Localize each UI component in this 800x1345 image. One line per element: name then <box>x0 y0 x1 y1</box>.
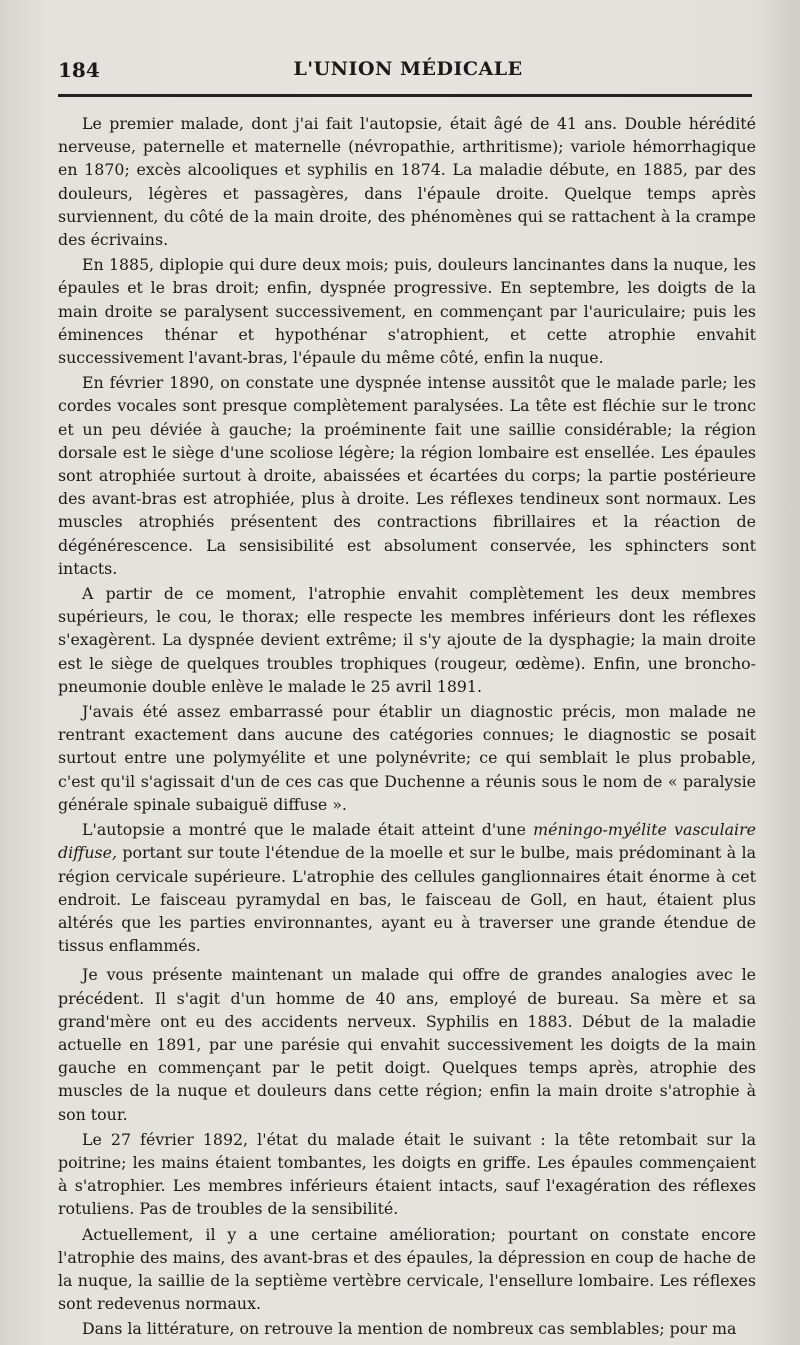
paragraph: Actuellement, il y a une certaine amélioration; pourtant on constate encore l'atrophie des mains, des avant-bras et des épaules, la dépression en coup de hache de la nuque, la saillie de la septième vertèbre cervicale, l'ensellure lombaire. Les réflexes sont redevenus normaux. <box>58 1224 756 1314</box>
paragraph: En 1885, diplopie qui dure deux mois; puis, douleurs lancinantes dans la nuque, les épaules et le bras droit; enfin, dyspnée progressive. En septembre, les doigts de la main droite se paralysent successivement, en commençant par l'auriculaire; puis les éminences thénar et hypothénar s'atrophient, et cette atrophie envahit successivement l'avant-bras, l'épaule du même côté, enfin la nuque. <box>58 255 756 368</box>
autopsy-text-before: L'autopsie a montré que le malade était atteint d'une <box>82 820 534 840</box>
header-rule <box>58 94 752 97</box>
paragraph: Je vous présente maintenant un malade qui offre de grandes analogies avec le précédent. Il s'agit d'un homme de 40 ans, employé de bureau. Sa mère et sa grand'mère ont eu des accidents nerveux. Syphilis en 1883. Début de la maladie actuelle en 1891, par une parésie qui envahit successivement les doigts de la main gauche en commençant par le petit doigt. Quelques temps après, atrophie des muscles de la nuque et douleurs dans cette région; enfin la main droite s'atrophie à son tour. <box>58 965 756 1124</box>
autopsy-text-after: portant sur toute l'étendue de la moelle et sur le bulbe, mais prédominant à la région cervicale supérieure. L'atrophie des cellules ganglionnaires était énorme à cet endroit. Le faisceau pyramydal en bas, le faisceau de Goll, en haut, étaient plus altérés que les parties environnantes, ayant eu à traverser une grande étendue de tissus enflammés. <box>58 843 756 956</box>
running-head <box>58 58 758 88</box>
page-number: 184 <box>58 58 100 82</box>
diagnosis-italic: méningo-myélite vasculaire diffuse, <box>58 820 756 863</box>
paragraph: J'avais été assez embarrassé pour établir un diagnostic précis, mon malade ne rentrant exactement dans aucune des catégories connues; le diagnostic se posait surtout entre une polymyélite et une polynévrite; ce qui semblait le plus probable, c'est qu'il s'agissait d'un de ces cas que Duchenne a réunis sous le nom de « paralysie générale spinale subaiguë diffuse ». <box>58 702 756 814</box>
autopsy-paragraph <box>58 818 756 957</box>
paragraph: Dans la littérature, on retrouve la mention de nombreux cas semblables; pour ma <box>82 1319 737 1339</box>
article-body <box>58 112 756 1343</box>
paragraph: Le 27 février 1892, l'état du malade était le suivant : la tête retombait sur la poitrine; les mains étaient tombantes, les doigts en griffe. Les épaules commençaient à s'atrophier. Les membres inférieurs étaient intacts, sauf l'exagération des réflexes rotuliens. Pas de troubles de la sensibilité. <box>58 1129 756 1219</box>
paragraph: En février 1890, on constate une dyspnée intense aussitôt que le malade parle; les cordes vocales sont presque complètement paralysées. La tête est fléchie sur le tronc et un peu déviée à gauche; la proéminente fait une saillie considérable; la région dorsale est le siège d'une scoliose légère; la région lombaire est ensellée. Les épaules sont atrophiée surtout à droite, abaissées et écartées du corps; la partie postérieure des avant-bras est atrophiée, plus à droite. Les réflexes tendineux sont normaux. Les muscles atrophiés présentent des contractions fibrillaires et la réaction de dégénérescence. La sensisibilité est absolument conservée, les sphincters sont intacts. <box>58 373 756 578</box>
journal-title: L'UNION MÉDICALE <box>293 58 523 80</box>
paragraph: A partir de ce moment, l'atrophie envahit complètement les deux membres supérieurs, le cou, le thorax; elle respecte les membres inférieurs dont les réflexes s'exagèrent. La dyspnée devient extrême; il s'y ajoute de la dysphagie; la main droite est le siège de quelques troubles trophiques (rougeur, œdème). Enfin, une broncho-pneumonie double enlève le malade le 25 avril 1891. <box>58 584 756 696</box>
paragraph: Le premier malade, dont j'ai fait l'autopsie, était âgé de 41 ans. Double hérédité nerveuse, paternelle et maternelle (névropathie, arthritisme); variole hémorrhagique en 1870; excès alcooliques et syphilis en 1874. La maladie débute, en 1885, par des douleurs, légères et passagères, dans l'épaule droite. Quelque temps après surviennent, du côté de la main droite, des phénomènes qui se rattachent à la crampe des écrivains. <box>58 114 756 250</box>
